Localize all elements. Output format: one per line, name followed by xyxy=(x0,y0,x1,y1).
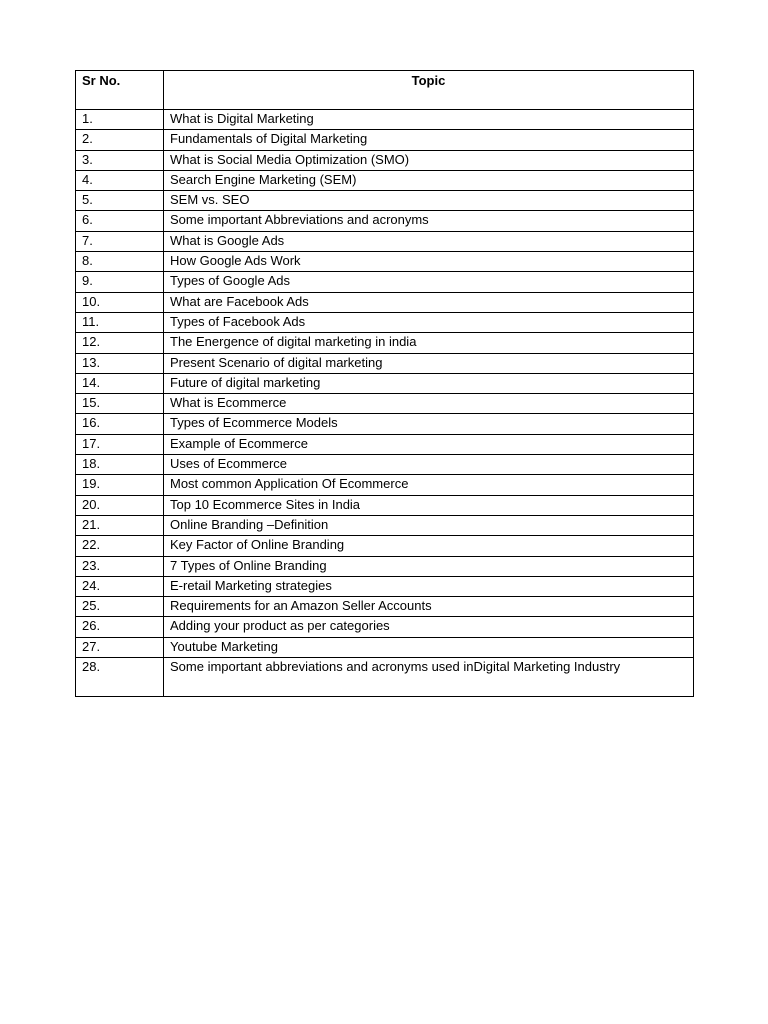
sr-no-cell: 23. xyxy=(76,556,164,576)
sr-no-cell: 9. xyxy=(76,272,164,292)
topic-cell: Types of Ecommerce Models xyxy=(164,414,694,434)
table-row xyxy=(76,576,694,596)
topic-cell: The Energence of digital marketing in india xyxy=(164,333,694,353)
topic-cell: E-retail Marketing strategies xyxy=(164,576,694,596)
topic-cell: What is Social Media Optimization (SMO) xyxy=(164,150,694,170)
table-row xyxy=(76,475,694,495)
sr-no-cell: 2. xyxy=(76,130,164,150)
topic-cell: Most common Application Of Ecommerce xyxy=(164,475,694,495)
topic-cell: Types of Google Ads xyxy=(164,272,694,292)
table-row xyxy=(76,556,694,576)
topic-cell: What is Google Ads xyxy=(164,231,694,251)
table-row xyxy=(76,231,694,251)
table-row xyxy=(76,617,694,637)
topic-cell: Types of Facebook Ads xyxy=(164,312,694,332)
topic-cell: Present Scenario of digital marketing xyxy=(164,353,694,373)
sr-no-cell: 26. xyxy=(76,617,164,637)
table-row xyxy=(76,252,694,272)
table-row xyxy=(76,292,694,312)
table-header-row xyxy=(76,71,694,110)
sr-no-cell: 11. xyxy=(76,312,164,332)
topic-cell: Online Branding –Definition xyxy=(164,515,694,535)
table-row xyxy=(76,637,694,657)
table-row xyxy=(76,130,694,150)
topic-cell: Some important Abbreviations and acronyms xyxy=(164,211,694,231)
topic-cell: Key Factor of Online Branding xyxy=(164,536,694,556)
table-row xyxy=(76,211,694,231)
table-row xyxy=(76,414,694,434)
sr-no-cell: 4. xyxy=(76,170,164,190)
sr-no-cell: 10. xyxy=(76,292,164,312)
sr-no-cell: 3. xyxy=(76,150,164,170)
table-row xyxy=(76,191,694,211)
topic-cell: Fundamentals of Digital Marketing xyxy=(164,130,694,150)
topic-cell: What is Digital Marketing xyxy=(164,110,694,130)
sr-no-cell: 16. xyxy=(76,414,164,434)
topic-cell: SEM vs. SEO xyxy=(164,191,694,211)
table-row xyxy=(76,597,694,617)
topic-cell: Adding your product as per categories xyxy=(164,617,694,637)
sr-no-cell: 24. xyxy=(76,576,164,596)
sr-no-cell: 7. xyxy=(76,231,164,251)
table-row xyxy=(76,394,694,414)
topic-cell: Search Engine Marketing (SEM) xyxy=(164,170,694,190)
sr-no-cell: 27. xyxy=(76,637,164,657)
table-row xyxy=(76,495,694,515)
table-row xyxy=(76,515,694,535)
sr-no-cell: 28. xyxy=(76,658,164,697)
table-row xyxy=(76,170,694,190)
sr-no-cell: 5. xyxy=(76,191,164,211)
topic-header: Topic xyxy=(164,71,694,110)
topic-cell: How Google Ads Work xyxy=(164,252,694,272)
sr-no-cell: 25. xyxy=(76,597,164,617)
topic-cell: Future of digital marketing xyxy=(164,373,694,393)
topic-cell: 7 Types of Online Branding xyxy=(164,556,694,576)
sr-no-cell: 18. xyxy=(76,455,164,475)
table-row xyxy=(76,333,694,353)
topics-table xyxy=(75,70,694,697)
topic-cell: What are Facebook Ads xyxy=(164,292,694,312)
table-row xyxy=(76,272,694,292)
table-body xyxy=(76,110,694,697)
table-row xyxy=(76,110,694,130)
topic-cell: What is Ecommerce xyxy=(164,394,694,414)
table-row xyxy=(76,455,694,475)
topic-cell: Uses of Ecommerce xyxy=(164,455,694,475)
topic-cell: Some important abbreviations and acronyms used inDigital Marketing Industry xyxy=(164,658,694,697)
sr-no-header: Sr No. xyxy=(76,71,164,110)
table-row xyxy=(76,373,694,393)
topic-cell: Top 10 Ecommerce Sites in India xyxy=(164,495,694,515)
sr-no-cell: 1. xyxy=(76,110,164,130)
sr-no-cell: 21. xyxy=(76,515,164,535)
table-row xyxy=(76,312,694,332)
table-row xyxy=(76,536,694,556)
sr-no-cell: 15. xyxy=(76,394,164,414)
topic-cell: Youtube Marketing xyxy=(164,637,694,657)
sr-no-cell: 17. xyxy=(76,434,164,454)
sr-no-cell: 8. xyxy=(76,252,164,272)
sr-no-cell: 22. xyxy=(76,536,164,556)
table-row xyxy=(76,150,694,170)
sr-no-cell: 6. xyxy=(76,211,164,231)
table-row xyxy=(76,658,694,697)
topic-cell: Example of Ecommerce xyxy=(164,434,694,454)
topic-cell: Requirements for an Amazon Seller Accounts xyxy=(164,597,694,617)
table-row xyxy=(76,434,694,454)
sr-no-cell: 14. xyxy=(76,373,164,393)
sr-no-cell: 13. xyxy=(76,353,164,373)
sr-no-cell: 19. xyxy=(76,475,164,495)
sr-no-cell: 12. xyxy=(76,333,164,353)
table-row xyxy=(76,353,694,373)
sr-no-cell: 20. xyxy=(76,495,164,515)
